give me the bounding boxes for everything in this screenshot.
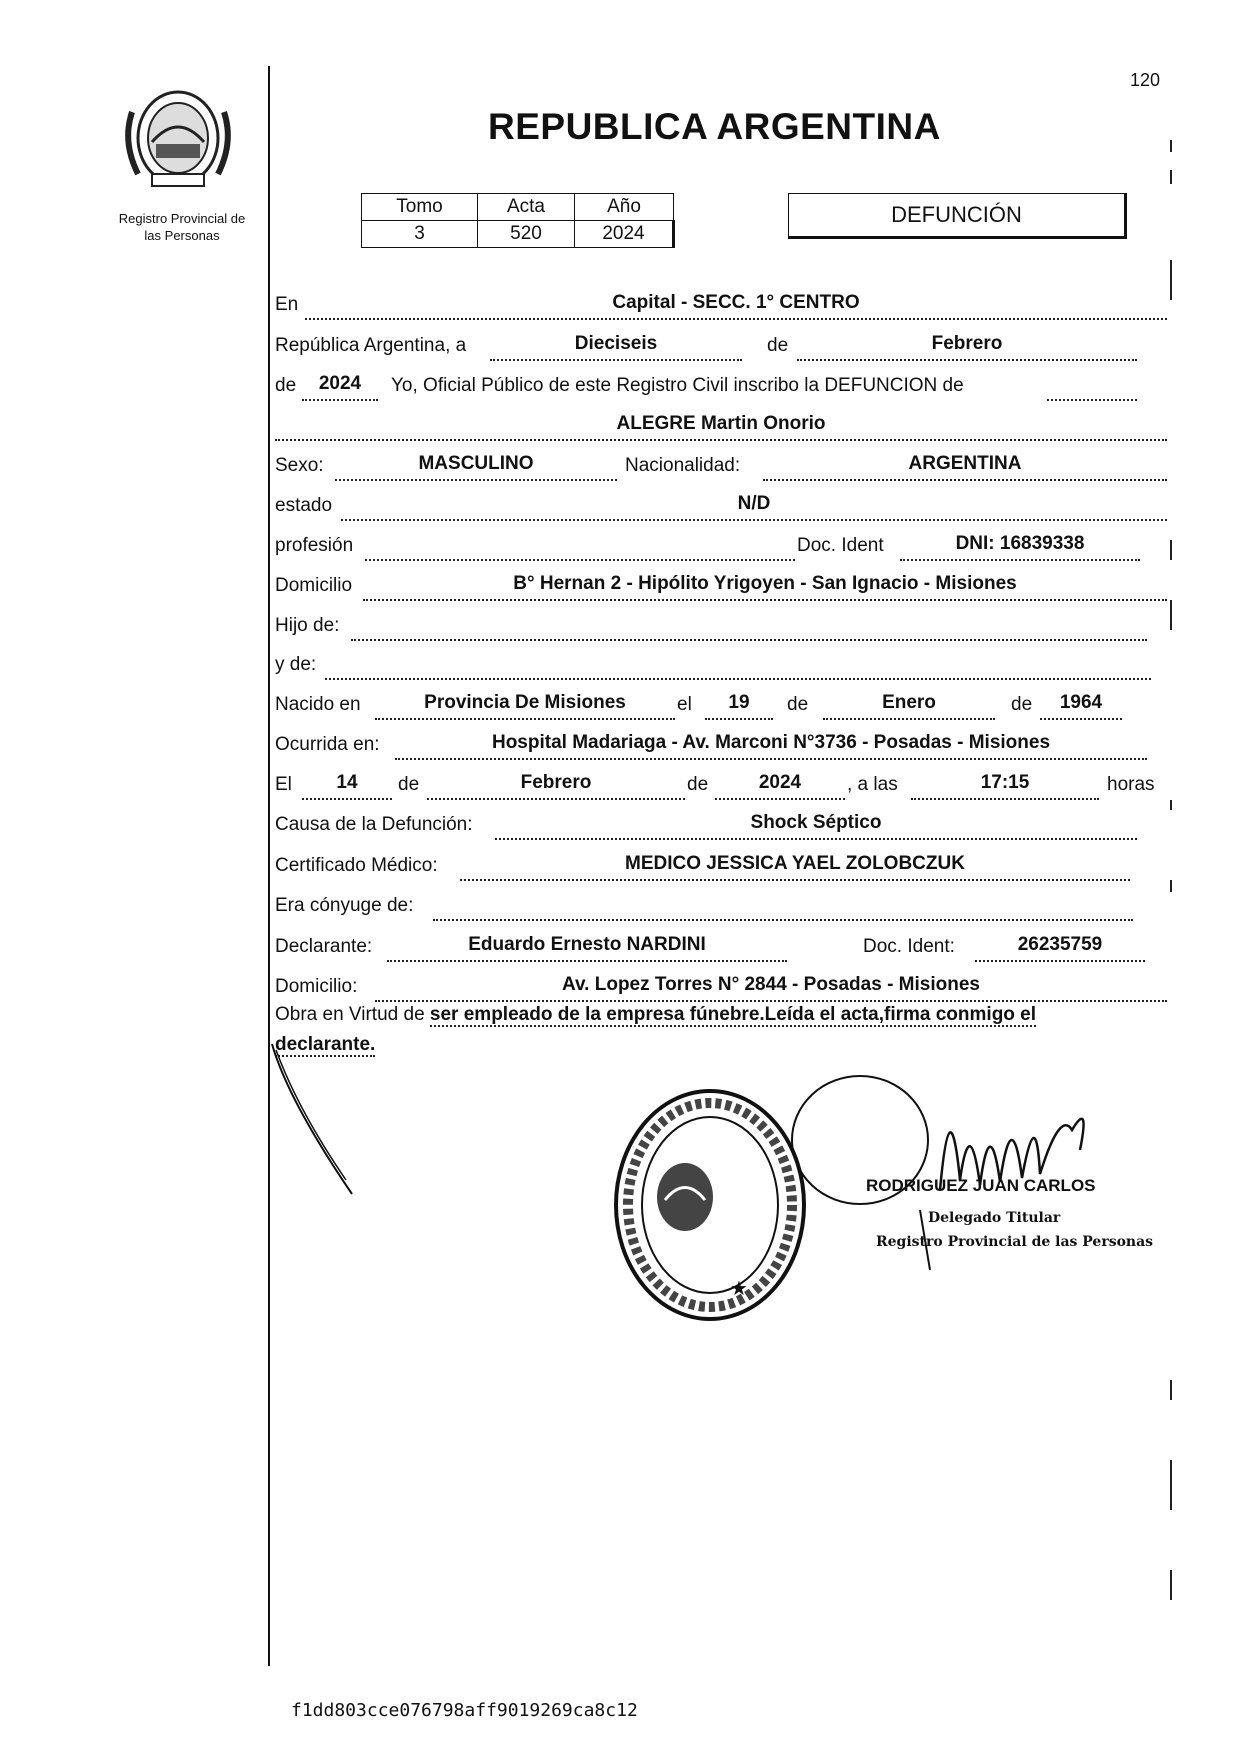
estado-value: N/D bbox=[737, 493, 771, 514]
declarante-value: Eduardo Ernesto NARDINI bbox=[468, 934, 706, 955]
nac-dia-value: 19 bbox=[728, 692, 750, 713]
official-seal-stamp bbox=[610, 1085, 810, 1325]
row-sexo: Sexo: MASCULINO Nacionalidad: ARGENTINA bbox=[275, 451, 1170, 481]
acta-header: Acta bbox=[478, 194, 575, 221]
svg-text:★: ★ bbox=[730, 1276, 748, 1300]
def-dia-value: 14 bbox=[336, 772, 358, 793]
row-nombre bbox=[275, 411, 1170, 441]
obra-value-line1: ser empleado de la empresa fúnebre.Leída el acta,firma conmigo el bbox=[429, 1004, 1037, 1025]
mes-inscripcion-value: Febrero bbox=[931, 333, 1003, 354]
row-lugar: En Capital - SECC. 1° CENTRO bbox=[275, 290, 1170, 320]
certificado-value: MEDICO JESSICA YAEL ZOLOBCZUK bbox=[625, 853, 965, 874]
anio-value: 2024 bbox=[575, 221, 674, 248]
row-ocurrida: Ocurrida en: Hospital Madariaga - Av. Marconi N°3736 - Posadas - Misiones bbox=[275, 730, 1170, 760]
tomo-value: 3 bbox=[362, 221, 478, 248]
registry-name: Registro Provincial de las Personas bbox=[118, 211, 246, 243]
ocurrida-en-value: Hospital Madariaga - Av. Marconi N°3736 - Posadas - Misiones bbox=[491, 732, 1051, 753]
row-hijo-de: Hijo de: bbox=[275, 611, 1170, 641]
causa-value: Shock Séptico bbox=[750, 812, 882, 833]
left-margin-line bbox=[268, 66, 270, 1666]
scan-margin-marks bbox=[1168, 120, 1176, 1660]
row-domicilio-declarante: Domicilio: Av. Lopez Torres N° 2844 - Posadas - Misiones bbox=[275, 972, 1170, 1002]
row-nacimiento: Nacido en Provincia De Misiones el 19 de Enero de 1964 bbox=[275, 690, 1170, 720]
def-hora-value: 17:15 bbox=[980, 772, 1030, 793]
sexo-value: MASCULINO bbox=[418, 453, 534, 474]
signatory-role: Delegado Titular bbox=[928, 1210, 1061, 1226]
def-mes-value: Febrero bbox=[520, 772, 592, 793]
row-y-de: y de: bbox=[275, 650, 1170, 680]
row-fecha-defuncion: El 14 de Febrero de 2024 , a las 17:15 horas bbox=[275, 770, 1170, 800]
dia-inscripcion-value: Dieciseis bbox=[574, 333, 658, 354]
nac-anio-value: 1964 bbox=[1059, 692, 1103, 713]
obra-en-virtud: Obra en Virtud de ser empleado de la empresa fúnebre.Leída el acta,firma conmigo el declarante. bbox=[275, 1004, 1037, 1055]
acta-value: 520 bbox=[478, 221, 575, 248]
row-domicilio: Domicilio B° Hernan 2 - Hipólito Yrigoyen - San Ignacio - Misiones bbox=[275, 571, 1170, 601]
lugar-value: Capital - SECC. 1° CENTRO bbox=[612, 292, 860, 313]
page-number: 120 bbox=[1130, 70, 1161, 90]
anio-header: Año bbox=[575, 194, 674, 221]
row-declarante: Declarante: Eduardo Ernesto NARDINI Doc. Ident: 26235759 bbox=[275, 932, 1170, 962]
document-type-box: DEFUNCIÓN bbox=[788, 193, 1127, 239]
nombre-value: ALEGRE Martin Onorio bbox=[616, 413, 826, 434]
nacionalidad-value: ARGENTINA bbox=[908, 453, 1022, 474]
domicilio-value: B° Hernan 2 - Hipólito Yrigoyen - San Ignacio - Misiones bbox=[513, 573, 1017, 594]
anio-inscripcion-value: 2024 bbox=[318, 373, 362, 394]
signatory-office: Registro Provincial de las Personas bbox=[876, 1234, 1154, 1250]
nac-mes-value: Enero bbox=[882, 692, 936, 713]
obra-value-line2: declarante. bbox=[275, 1034, 376, 1055]
page-title: REPUBLICA ARGENTINA bbox=[488, 106, 941, 147]
cancel-stroke-mark bbox=[268, 1040, 368, 1200]
tomo-header: Tomo bbox=[362, 194, 478, 221]
provincial-emblem-icon bbox=[118, 82, 238, 192]
row-oficial: de 2024 Yo, Oficial Público de este Registro Civil inscribo la DEFUNCION de bbox=[275, 371, 1170, 401]
row-fecha-inscripcion: República Argentina, a Dieciseis de Febrero bbox=[275, 331, 1170, 361]
nacido-en-value: Provincia De Misiones bbox=[424, 692, 626, 713]
declarante-doc-value: 26235759 bbox=[1017, 934, 1103, 955]
row-profesion: profesión Doc. Ident DNI: 16839338 bbox=[275, 531, 1170, 561]
declarante-domicilio-value: Av. Lopez Torres N° 2844 - Posadas - Misiones bbox=[562, 974, 980, 995]
document-hash: f1dd803cce076798aff9019269ca8c12 bbox=[291, 1700, 638, 1721]
row-causa: Causa de la Defunción: Shock Séptico bbox=[275, 810, 1170, 840]
doc-ident-value: DNI: 16839338 bbox=[955, 533, 1085, 554]
row-conyuge: Era cónyuge de: bbox=[275, 891, 1170, 921]
signatory-name: RODRIGUEZ JUAN CARLOS bbox=[866, 1176, 1096, 1195]
def-anio-value: 2024 bbox=[758, 772, 802, 793]
reference-table bbox=[361, 193, 675, 248]
row-estado: estado N/D bbox=[275, 491, 1170, 521]
row-certificado: Certificado Médico: MEDICO JESSICA YAEL ZOLOBCZUK bbox=[275, 851, 1170, 881]
